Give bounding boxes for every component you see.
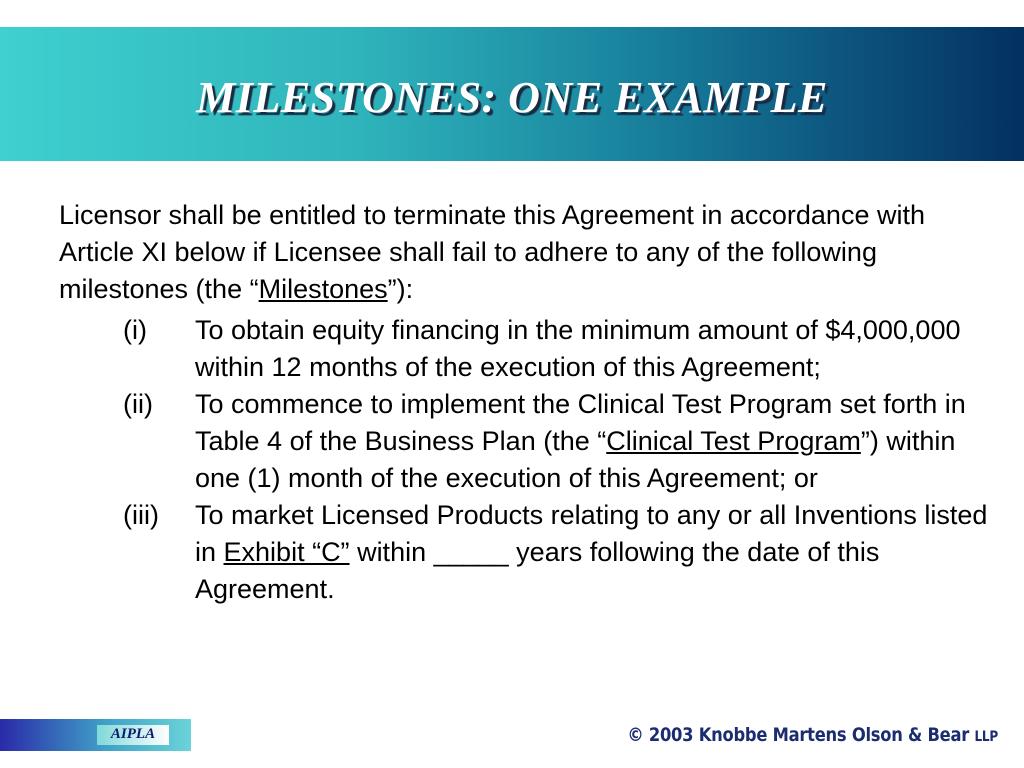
intro-paragraph (59, 197, 989, 308)
aipla-logo-text: AIPLA (110, 726, 156, 742)
aipla-badge (0, 719, 191, 751)
copyright-suffix: LLP (974, 729, 998, 745)
item-text (195, 497, 989, 608)
item-text (195, 386, 989, 497)
copyright-text: © 2003 Knobbe Martens Olson & Bear (627, 724, 970, 746)
item-number: (ii) (123, 389, 153, 419)
copyright-notice (627, 724, 998, 746)
item-number: (iii) (123, 500, 159, 530)
milestone-list (59, 312, 989, 608)
item-number: (i) (123, 315, 147, 345)
slide-body (59, 197, 989, 608)
milestone-item-3 (59, 497, 989, 608)
intro-end: ”): (387, 274, 414, 304)
slide-title: MILESTONES: ONE EXAMPLE (196, 73, 828, 122)
aipla-badge-label-bg (97, 725, 169, 745)
clinical-test-program-term: Clinical Test Program (606, 426, 861, 456)
intro-text: Licensor shall be entitled to terminate this Agreement in accordance with Article XI below if Licensee shall fail to adhere to any of the following milestones (the “ (59, 200, 925, 304)
item-text-end: ”) within one (1) month of the execution of this Agreement; or (195, 426, 956, 493)
item-text-start: To commence to implement the Clinical Test Program set forth in Table 4 of the Business Plan (the “ (195, 389, 966, 456)
milestones-term: Milestones (258, 274, 388, 304)
item-text: To obtain equity financing in the minimum amount of $4,000,000 within 12 months of the execution of this Agreement; (195, 315, 961, 382)
item-text-start: To market Licensed Products relating to any or all Inventions listed in (195, 500, 988, 567)
milestone-item-2 (59, 386, 989, 497)
milestone-item-1 (59, 312, 989, 386)
exhibit-c-term: Exhibit “C” (223, 537, 350, 567)
item-text-end: within _____ years following the date of this Agreement. (195, 537, 880, 604)
